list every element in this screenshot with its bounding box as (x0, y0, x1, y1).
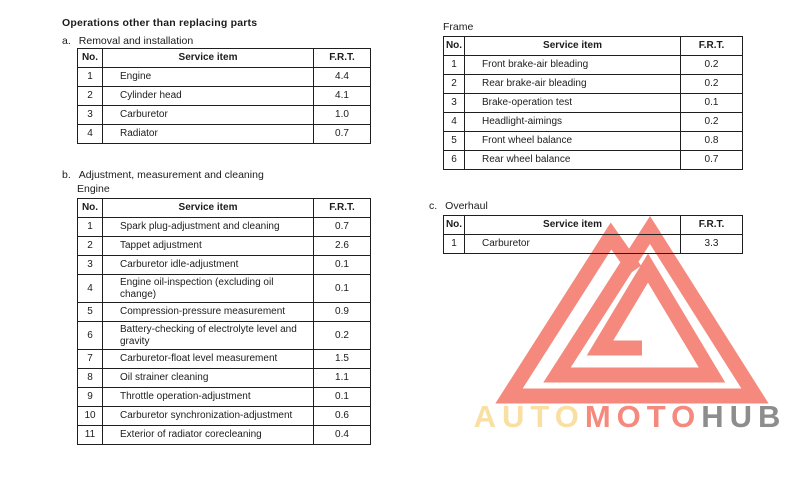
section-c-prefix: c. (429, 200, 438, 212)
no-cell: 1 (78, 218, 103, 237)
column-header: No. (444, 216, 465, 235)
table-row (444, 151, 743, 170)
no-cell: 7 (78, 350, 103, 369)
frt-cell: 0.1 (681, 94, 743, 113)
frt-cell: 0.1 (314, 275, 371, 303)
column-header: F.R.T. (314, 199, 371, 218)
column-header: No. (444, 37, 465, 56)
page-title: Operations other than replacing parts (62, 17, 258, 29)
service-item-cell: Rear wheel balance (465, 151, 681, 170)
table-row (444, 56, 743, 75)
frt-cell: 0.2 (681, 56, 743, 75)
no-cell: 4 (444, 113, 465, 132)
frt-cell: 0.4 (314, 426, 371, 445)
frt-cell: 0.8 (681, 132, 743, 151)
no-cell: 2 (78, 87, 103, 106)
triangle-spiral-icon (509, 230, 755, 396)
frt-cell: 0.7 (681, 151, 743, 170)
frt-cell: 4.1 (314, 87, 371, 106)
service-item-cell: Radiator (103, 125, 314, 144)
table-row (444, 235, 743, 254)
table-row (444, 132, 743, 151)
section-a-heading (62, 35, 193, 47)
table-row (78, 256, 371, 275)
header-row (444, 37, 743, 56)
service-item-cell: Front wheel balance (465, 132, 681, 151)
service-item-cell: Front brake-air bleading (465, 56, 681, 75)
header-row (78, 199, 371, 218)
frt-cell: 2.6 (314, 237, 371, 256)
table-row (78, 125, 371, 144)
service-item-cell: Engine (103, 68, 314, 87)
service-item-cell: Exterior of radiator corecleaning (103, 426, 314, 445)
no-cell: 2 (78, 237, 103, 256)
wordmark-auto: AUTO (473, 399, 585, 434)
removal-installation-table (77, 48, 371, 144)
service-item-cell: Rear brake-air bleading (465, 75, 681, 94)
table-row (78, 322, 371, 350)
header-row (444, 216, 743, 235)
overhaul-table (443, 215, 743, 254)
service-item-cell: Compression-pressure measurement (103, 303, 314, 322)
no-cell: 3 (78, 106, 103, 125)
wordmark-moto: MOTO (584, 399, 702, 434)
service-item-cell: Engine oil-inspection (excluding oil change) (103, 275, 314, 303)
column-header: Service item (465, 37, 681, 56)
column-header: No. (78, 199, 103, 218)
no-cell: 4 (78, 275, 103, 303)
column-header: Service item (465, 216, 681, 235)
no-cell: 2 (444, 75, 465, 94)
service-item-cell: Carburetor synchronization-adjustment (103, 407, 314, 426)
frt-cell: 0.2 (314, 322, 371, 350)
no-cell: 5 (78, 303, 103, 322)
service-item-cell: Cylinder head (103, 87, 314, 106)
section-b-prefix: b. (62, 169, 71, 181)
table-row (78, 388, 371, 407)
no-cell: 5 (444, 132, 465, 151)
no-cell: 8 (78, 369, 103, 388)
service-item-cell: Carburetor-float level measurement (103, 350, 314, 369)
column-header: Service item (103, 49, 314, 68)
no-cell: 1 (78, 68, 103, 87)
service-item-cell: Carburetor (103, 106, 314, 125)
frt-cell: 3.3 (681, 235, 743, 254)
section-a-prefix: a. (62, 35, 71, 47)
table-row (78, 426, 371, 445)
table-row (78, 87, 371, 106)
table-row (78, 68, 371, 87)
engine-subheading: Engine (77, 183, 110, 195)
column-header: F.R.T. (314, 49, 371, 68)
frt-cell: 0.7 (314, 218, 371, 237)
frt-cell: 0.2 (681, 113, 743, 132)
table-row (78, 407, 371, 426)
service-item-cell: Carburetor idle-adjustment (103, 256, 314, 275)
service-item-cell: Headlight-aimings (465, 113, 681, 132)
service-item-cell: Tappet adjustment (103, 237, 314, 256)
frt-cell: 1.0 (314, 106, 371, 125)
column-header: F.R.T. (681, 216, 743, 235)
service-item-cell: Battery-checking of electrolyte level and gravity (103, 322, 314, 350)
table-row (78, 303, 371, 322)
service-item-cell: Spark plug-adjustment and cleaning (103, 218, 314, 237)
table-row (78, 237, 371, 256)
no-cell: 6 (444, 151, 465, 170)
frt-cell: 0.1 (314, 256, 371, 275)
column-header: Service item (103, 199, 314, 218)
column-header: No. (78, 49, 103, 68)
no-cell: 10 (78, 407, 103, 426)
table-row (78, 106, 371, 125)
no-cell: 3 (78, 256, 103, 275)
section-c-heading (429, 200, 488, 212)
no-cell: 3 (444, 94, 465, 113)
section-b-heading (62, 169, 264, 181)
no-cell: 4 (78, 125, 103, 144)
service-item-cell: Oil strainer cleaning (103, 369, 314, 388)
table-row (78, 350, 371, 369)
table-row (444, 75, 743, 94)
no-cell: 9 (78, 388, 103, 407)
adjustment-cleaning-table (77, 198, 371, 445)
service-item-cell: Brake-operation test (465, 94, 681, 113)
frt-cell: 0.7 (314, 125, 371, 144)
section-b-label: Adjustment, measurement and cleaning (78, 169, 264, 181)
frt-cell: 1.5 (314, 350, 371, 369)
section-c-label: Overhaul (445, 200, 488, 212)
frt-cell: 0.2 (681, 75, 743, 94)
frt-cell: 1.1 (314, 369, 371, 388)
header-row (78, 49, 371, 68)
table-row (78, 275, 371, 303)
frt-cell: 4.4 (314, 68, 371, 87)
frt-cell: 0.9 (314, 303, 371, 322)
wordmark-hub: HUB (701, 399, 787, 434)
no-cell: 11 (78, 426, 103, 445)
no-cell: 6 (78, 322, 103, 350)
frt-cell: 0.6 (314, 407, 371, 426)
section-a-label: Removal and installation (78, 35, 194, 47)
table-row (444, 94, 743, 113)
no-cell: 1 (444, 235, 465, 254)
frame-heading: Frame (443, 21, 474, 33)
service-item-cell: Carburetor (465, 235, 681, 254)
table-row (78, 369, 371, 388)
frame-table (443, 36, 743, 170)
automotohub-wordmark (438, 399, 800, 435)
no-cell: 1 (444, 56, 465, 75)
table-row (444, 113, 743, 132)
service-item-cell: Throttle operation-adjustment (103, 388, 314, 407)
column-header: F.R.T. (681, 37, 743, 56)
frt-cell: 0.1 (314, 388, 371, 407)
table-row (78, 218, 371, 237)
